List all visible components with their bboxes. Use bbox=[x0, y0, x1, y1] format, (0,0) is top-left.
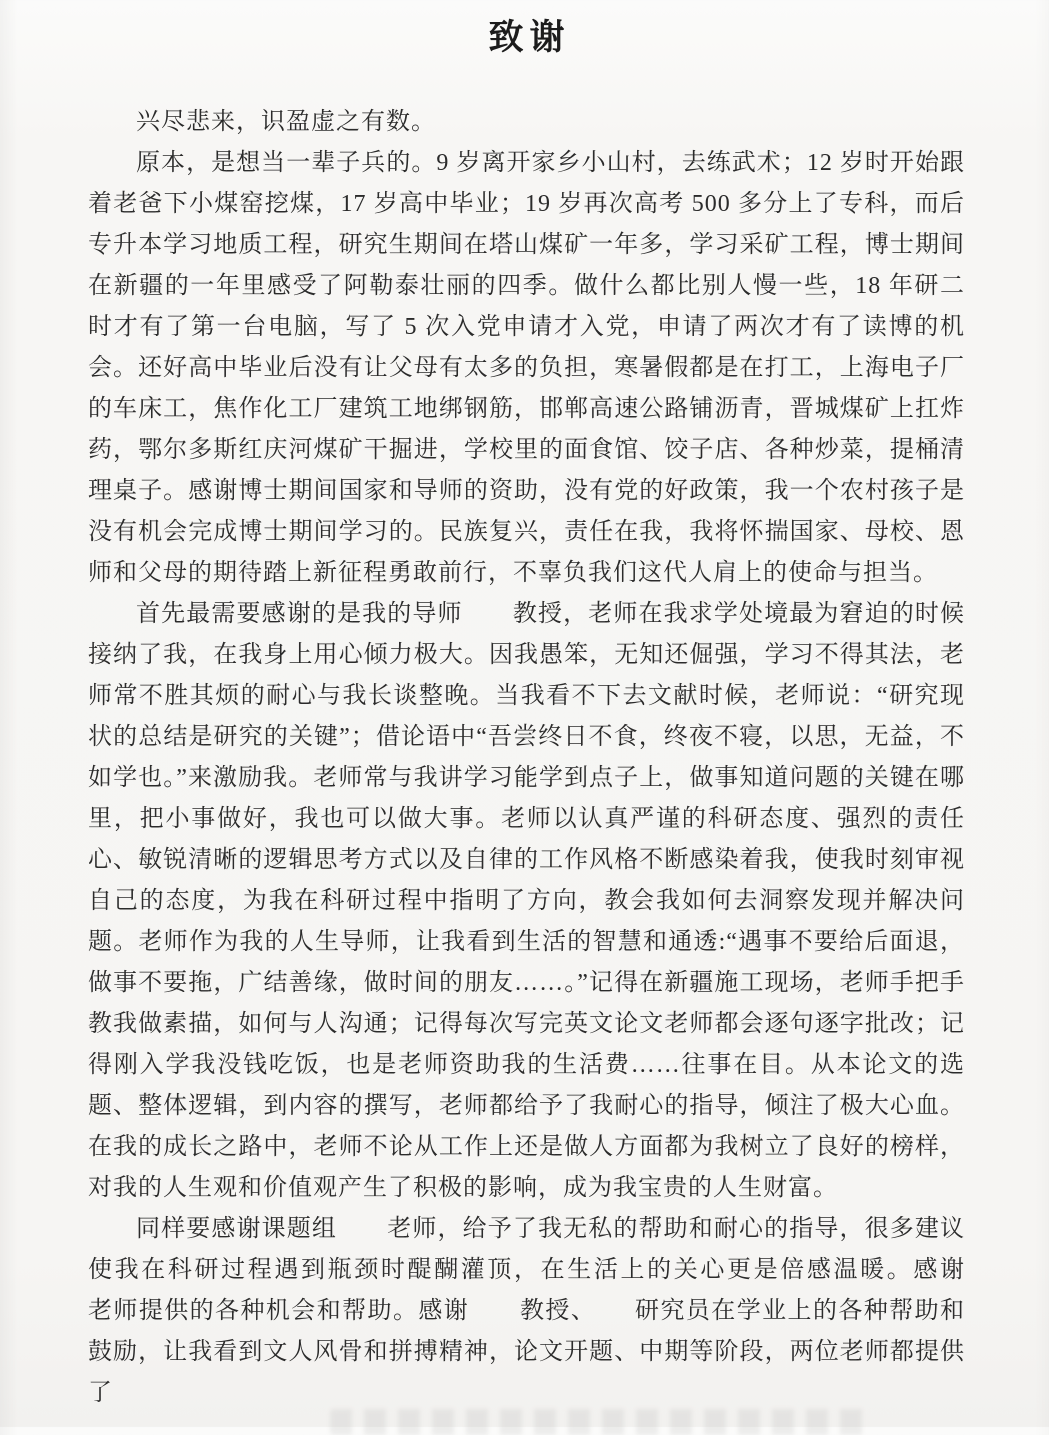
paragraph-advisor-thanks: 首先最需要感谢的是我的导师 教授，老师在我求学处境最为窘迫的时候接纳了我，在我身上用心倾力极大。因我愚笨，无知还倔强，学习不得其法，老师常不胜其烦的耐心与我长谈整晚。当我看不下去文献时候，老师说：“研究现状的总结是研究的关键”；借论语中“吾尝终日不食，终夜不寝，以思，无益，不如学也。”来激励我。老师常与我讲学习能学到点子上，做事知道问题的关键在哪里，把小事做好，我也可以做大事。老师以认真严谨的科研态度、强烈的责任心、敏锐清晰的逻辑思考方式以及自律的工作风格不断感染着我，使我时刻审视自己的态度，为我在科研过程中指明了方向，教会我如何去洞察发现并解决问题。老师作为我的人生导师，让我看到生活的智慧和通透:“遇事不要给后面退，做事不要拖，广结善缘，做时间的朋友……。”记得在新疆施工现场，老师手把手教我做素描，如何与人沟通；记得每次写完英文论文老师都会逐句逐字批改；记得刚入学我没钱吃饭，也是老师资助我的生活费……往事在目。从本论文的选题、整体逻辑，到内容的撰写，老师都给予了我耐心的指导，倾注了极大心血。在我的成长之路中，老师不论从工作上还是做人方面都为我树立了良好的榜样，对我的人生观和价值观产生了积极的影响，成为我宝贵的人生财富。 bbox=[88, 601, 965, 1201]
page-title: 致谢 bbox=[488, 18, 571, 57]
paragraph-group-thanks: 同样要感谢课题组 老师，给予了我无私的帮助和耐心的指导，很多建议使我在科研过程遇到瓶颈时醍醐灌顶，在生活上的关心更是倍感温暖。感谢 老师提供的各种机会和帮助。感谢 教授、 研究员在学业上的各种帮助和鼓励，让我看到文人风骨和拼搏精神，论文开题、中期等阶段，两位老师都提供了 bbox=[88, 1216, 1015, 1406]
paragraph-life-story: 原本，是想当一辈子兵的。9 岁离开家乡小山村，去练武术；12 岁时开始跟着老爸下小煤窑挖煤，17 岁高中毕业；19 岁再次高考 500 多分上了专科，而后专升本学习地质工程，研究生期间在塔山煤矿一年多，学习采矿工程，博士期间在新疆的一年里感受了阿勒泰壮丽的四季。做什么都比别人慢一些，18 年研二时才有了第一台电脑，写了 5 次入党申请才入党，申请了两次才有了读博的机会。还好高中毕业后没有让父母有太多的负担，寒暑假都是在打工，上海电子厂的车床工，焦作化工厂建筑工地绑钢筋，邯郸高速公路铺沥青，晋城煤矿上扛炸药，鄂尔多斯红庆河煤矿干掘进，学校里的面食馆、饺子店、各种炒菜，提桶清理桌子。感谢博士期间国家和导师的资助，没有党的好政策，我一个农村孩子是没有机会完成博士期间学习的。民族复兴，责任在我，我将怀揣国家、母校、恩师和父母的期待踏上新征程勇敢前行，不辜负我们这代人肩上的使命与担当。 bbox=[88, 150, 965, 586]
paragraph-opening: 兴尽悲来，识盈虚之有数。 bbox=[136, 109, 436, 135]
document-body bbox=[88, 102, 1015, 1414]
